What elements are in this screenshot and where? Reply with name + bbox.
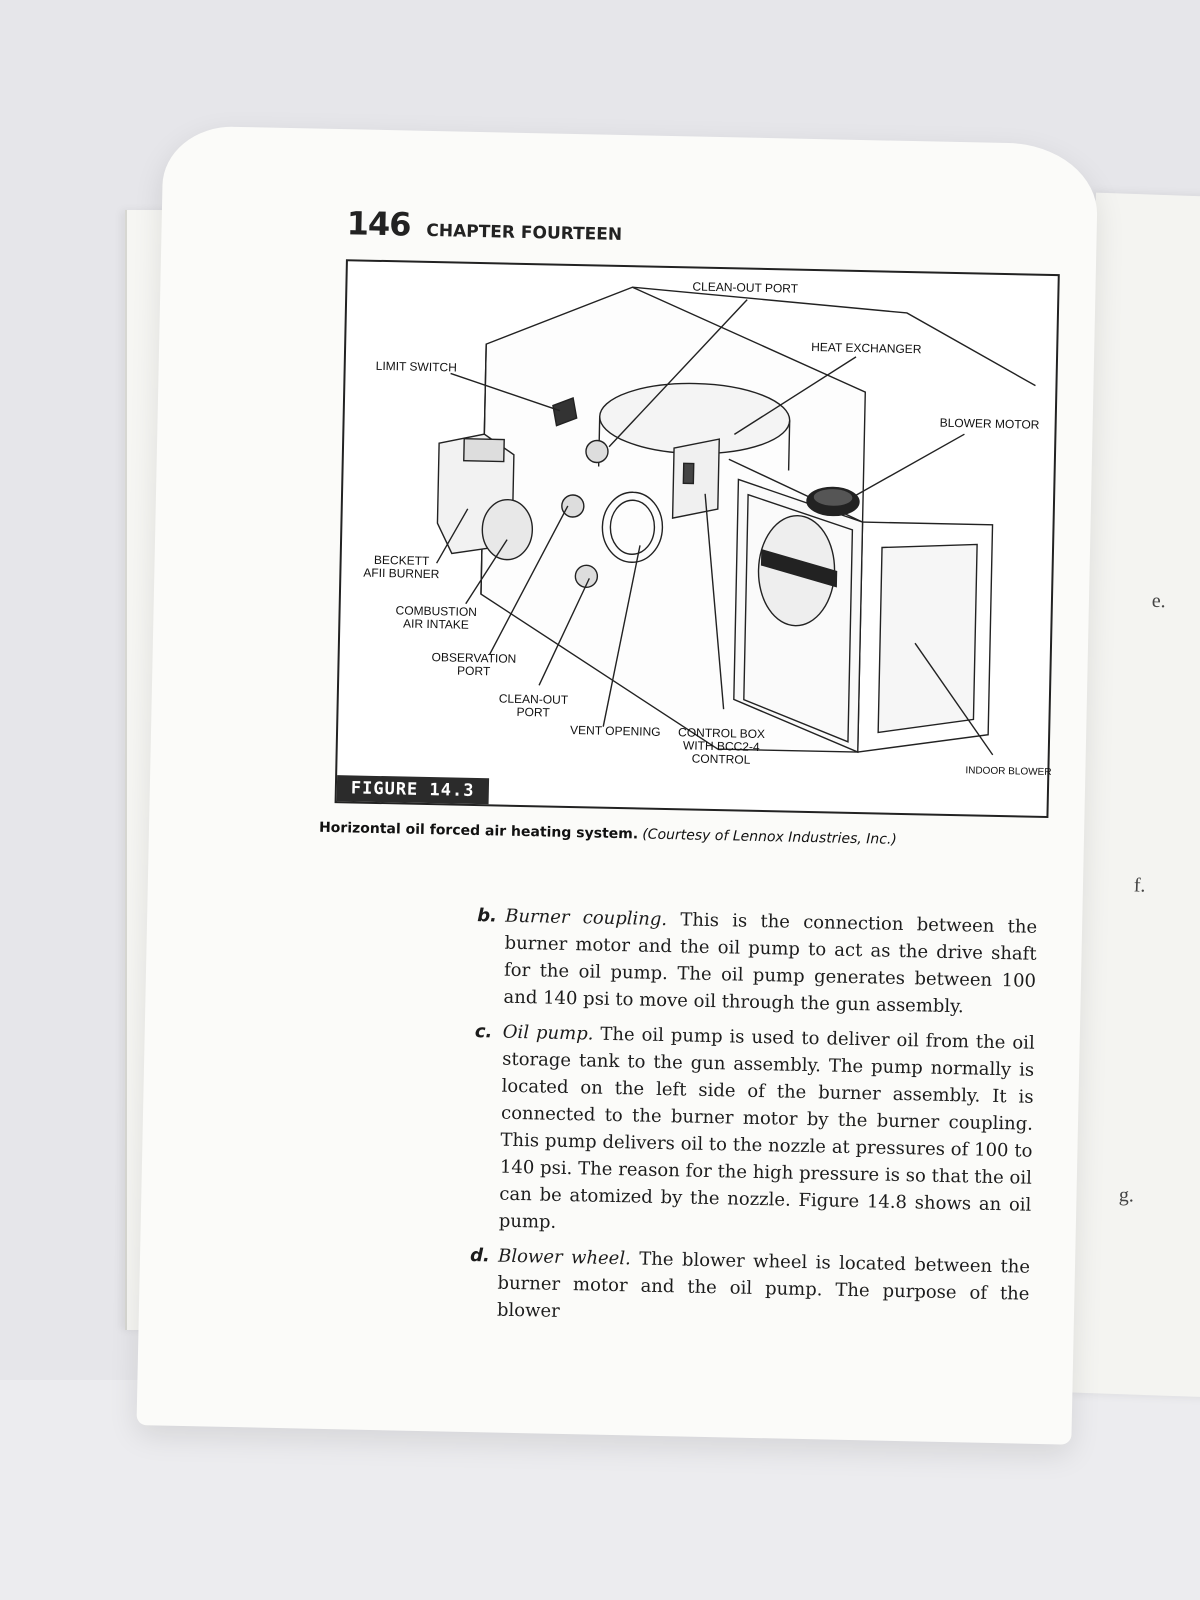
item-marker: b. xyxy=(477,905,498,927)
book-page xyxy=(136,125,1098,1444)
list-item xyxy=(469,1242,1031,1335)
callout-blower-motor: BLOWER MOTOR xyxy=(939,415,1040,432)
facing-page-letter: e. xyxy=(1151,589,1167,613)
callout-beckett-burner: BECKETT AFII BURNER xyxy=(363,552,440,582)
callout-indoor-blower: INDOOR BLOWER xyxy=(965,765,1052,779)
list-item xyxy=(475,902,1037,1022)
callout-vent-opening: VENT OPENING xyxy=(569,722,661,739)
callout-limit-switch: LIMIT SWITCH xyxy=(375,358,457,375)
item-marker: d. xyxy=(469,1245,491,1267)
caption-credit: (Courtesy of Lennox Industries, Inc.) xyxy=(642,826,897,848)
list-item xyxy=(471,1018,1035,1246)
callout-clean-out-port-top: CLEAN-OUT PORT xyxy=(692,279,799,296)
item-text: The blower wheel is located between the burner motor and the oil pump. The purpose of the blower xyxy=(496,1248,1031,1322)
item-term: Blower wheel. xyxy=(497,1245,632,1270)
callout-control-box: CONTROL BOX WITH BCC2-4 CONTROL xyxy=(677,725,766,767)
page-number: 146 xyxy=(346,204,411,244)
item-text: The oil pump is used to deliver oil from the oil storage tank to the gun assembly. The pump normally is located on the left side of the burner assembly. It is connected to the burner motor by the burner coupling. This pump delivers oil to the nozzle at pressures of 100 to 140 psi. The reason for the high pressure is so that the oil can be atomized by the nozzle. Figure 14.8 shows an oil pump. xyxy=(498,1023,1035,1233)
figure-caption xyxy=(319,819,1059,851)
facing-page-letter: f. xyxy=(1133,874,1146,897)
chapter-title: CHAPTER FOURTEEN xyxy=(426,220,623,245)
body-text xyxy=(469,902,1038,1343)
item-term: Oil pump. xyxy=(502,1021,594,1045)
figure xyxy=(335,259,1060,818)
item-term: Burner coupling. xyxy=(505,905,668,931)
callout-heat-exchanger: HEAT EXCHANGER xyxy=(811,339,922,357)
callout-observation-port: OBSERVATION PORT xyxy=(431,650,517,679)
running-head xyxy=(346,204,622,248)
item-text: This is the connection between the burner motor and the oil pump to act as the drive shaft for the oil pump. The oil pump generates between 100 and 140 psi to move oil through the gun assembly. xyxy=(503,909,1038,1018)
facing-page-letter: g. xyxy=(1118,1183,1135,1207)
callout-clean-out-port-bottom: CLEAN-OUT PORT xyxy=(498,691,569,720)
item-marker: c. xyxy=(474,1021,493,1043)
caption-lead: Horizontal oil forced air heating system. xyxy=(318,819,639,843)
figure-label: FIGURE 14.3 xyxy=(337,775,489,804)
callout-combustion-air-intake: COMBUSTION AIR INTAKE xyxy=(395,603,478,632)
